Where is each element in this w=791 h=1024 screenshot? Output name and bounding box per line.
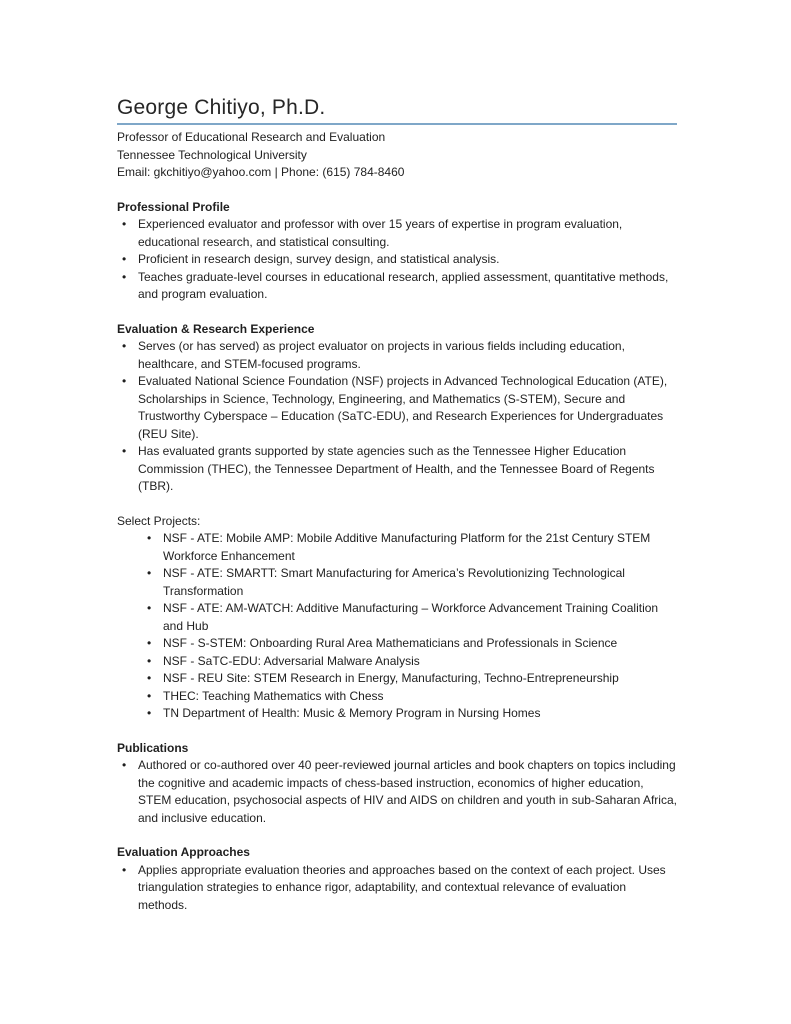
bullet-icon: • — [122, 758, 127, 772]
bullet-item — [117, 443, 677, 496]
bullet-icon: • — [122, 269, 127, 284]
bullet-text: Applies appropriate evaluation theories and approaches based on the context of each project. Uses triangulation strategies to enhance rigor, adaptability, and contextual relevance of evaluation methods. — [138, 862, 666, 912]
bullet-icon: • — [147, 531, 152, 545]
institution: Tennessee Technological University — [117, 147, 307, 162]
bullet-item — [117, 653, 677, 671]
section-evaluation-research-experience — [117, 321, 677, 496]
section-heading: Professional Profile — [117, 199, 230, 214]
document-content — [117, 96, 677, 914]
bullet-text: Has evaluated grants supported by state agencies such as the Tennessee Higher Education Commission (THEC), the Tennessee Department of Health, and the Tennessee Board of Regents (TBR). — [138, 444, 655, 493]
bullet-icon: • — [147, 688, 152, 703]
bullet-item — [117, 216, 677, 251]
section-publications — [117, 740, 677, 828]
bullet-text: Teaches graduate-level courses in educational research, applied assessment, quantitative methods, and program evaluation. — [138, 269, 669, 301]
bullet-text: NSF - ATE: Mobile AMP: Mobile Additive Manufacturing Platform for the 21st Century STEM Workforce Enhancement — [163, 531, 651, 563]
bullet-item — [117, 530, 677, 565]
bullet-item — [117, 670, 677, 688]
bullet-list — [117, 338, 677, 496]
bullet-list — [117, 862, 677, 915]
bullet-icon: • — [122, 444, 127, 458]
section-heading: Evaluation Approaches — [117, 845, 250, 859]
section-professional-profile — [117, 199, 677, 304]
bullet-item — [117, 862, 677, 915]
bullet-list — [117, 757, 677, 827]
bullet-text: NSF - REU Site: STEM Research in Energy, Manufacturing, Techno-Entrepreneurship — [163, 671, 619, 685]
title-divider — [117, 123, 677, 125]
bullet-icon: • — [122, 252, 127, 266]
bullet-text: Authored or co-authored over 40 peer-reviewed journal articles and book chapters on topics including the cognitive and academic impacts of chess-based instruction, economics of higher education, STEM education, psychosocial aspects of HIV and AIDS on children and youth in sub-Saharan Africa, and inclusive education. — [138, 758, 677, 825]
section-heading: Publications — [117, 740, 189, 755]
bullet-text: NSF - ATE: SMARTT: Smart Manufacturing for America’s Revolutionizing Technological Transformation — [163, 566, 625, 598]
contact-line: Email: gkchitiyo@yahoo.com | Phone: (615) 784-8460 — [117, 165, 405, 179]
bullet-text: Serves (or has served) as project evaluator on projects in various fields including education, healthcare, and STEM-focused programs. — [138, 339, 625, 371]
bullet-text: Proficient in research design, survey design, and statistical analysis. — [138, 252, 500, 266]
bullet-item — [117, 600, 677, 635]
section-heading: Evaluation & Research Experience — [117, 321, 315, 336]
bullet-list — [117, 216, 677, 304]
bullet-item — [117, 705, 677, 723]
section-heading: Select Projects: — [117, 513, 201, 528]
bullet-text: Experienced evaluator and professor with over 15 years of expertise in program evaluation, educational research, and statistical consulting. — [138, 217, 623, 249]
bullet-icon: • — [122, 374, 127, 388]
bullet-icon: • — [122, 862, 127, 877]
bullet-item — [117, 251, 677, 269]
bullet-text: TN Department of Health: Music & Memory Program in Nursing Homes — [163, 706, 541, 720]
section-select-projects — [117, 513, 677, 723]
bullet-icon: • — [147, 653, 152, 668]
bullet-item — [117, 688, 677, 706]
section-evaluation-approaches — [117, 844, 677, 914]
bullet-icon: • — [122, 339, 127, 353]
bullet-item — [117, 635, 677, 653]
bullet-text: NSF - S-STEM: Onboarding Rural Area Mathematicians and Professionals in Science — [163, 636, 618, 650]
page-title: George Chitiyo, Ph.D. — [117, 96, 326, 119]
bullet-icon: • — [147, 671, 152, 685]
bullet-text: NSF - ATE: AM-WATCH: Additive Manufacturing – Workforce Advancement Training Coalition and Hub — [163, 601, 659, 633]
bullet-text: NSF - SaTC-EDU: Adversarial Malware Analysis — [163, 653, 420, 668]
bullet-text: Evaluated National Science Foundation (NSF) projects in Advanced Technological Education (ATE), Scholarships in Science, Technology, Engineering, and Mathematics (S-STEM), Secure and Trustworthy Cyberspace – Education (SaTC-EDU), and Research Experiences for Undergraduates (REU Site). — [138, 374, 668, 441]
contact-block — [117, 129, 677, 182]
bullet-icon: • — [147, 706, 152, 720]
bullet-item — [117, 338, 677, 373]
bullet-icon: • — [122, 217, 127, 231]
bullet-list — [117, 530, 677, 723]
bullet-icon: • — [147, 601, 152, 615]
bullet-item — [117, 373, 677, 443]
bullet-text: THEC: Teaching Mathematics with Chess — [163, 688, 384, 703]
bullet-icon: • — [147, 566, 152, 580]
bullet-item — [117, 757, 677, 827]
bullet-item — [117, 565, 677, 600]
bullet-item — [117, 269, 677, 304]
bullet-icon: • — [147, 636, 152, 650]
job-title: Professor of Educational Research and Evaluation — [117, 130, 386, 144]
